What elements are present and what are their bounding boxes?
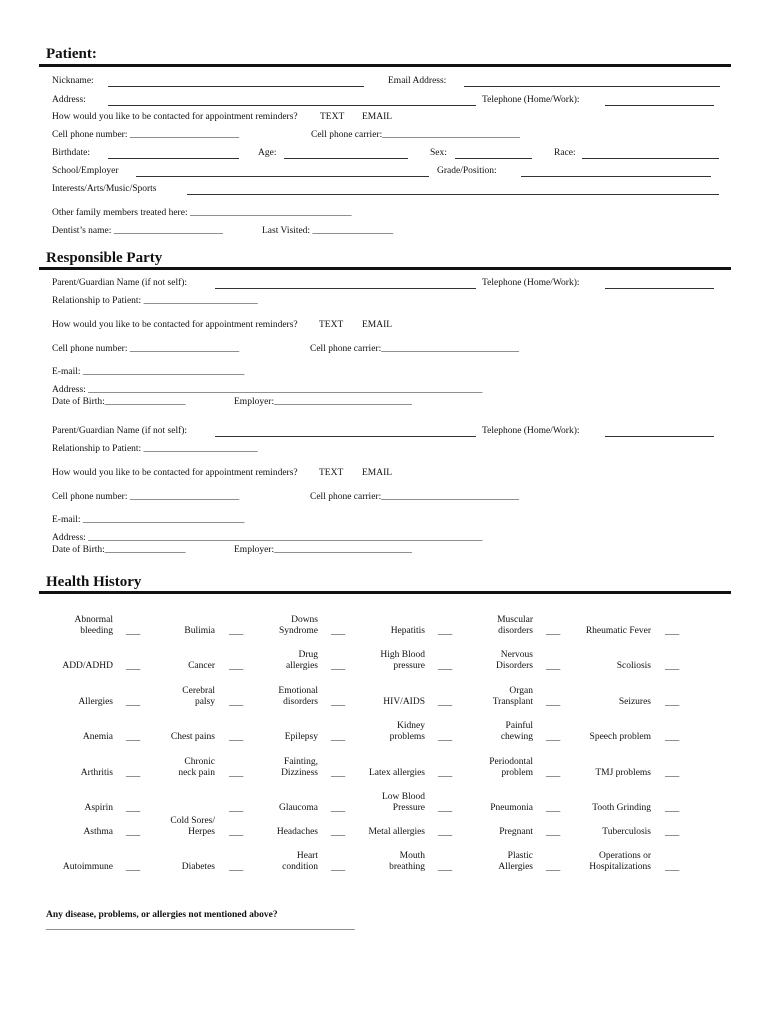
condition-checkbox-blank[interactable]: ___ — [229, 733, 244, 743]
condition-checkbox-blank[interactable]: ___ — [546, 662, 561, 672]
condition-checkbox-blank[interactable]: ___ — [665, 733, 680, 743]
condition-checkbox-blank[interactable]: ___ — [229, 627, 244, 637]
nickname-field[interactable] — [108, 86, 364, 87]
condition-label: TMJ problems — [595, 768, 651, 778]
condition-checkbox-blank[interactable]: ___ — [665, 804, 680, 814]
age-label: Age: — [258, 148, 277, 158]
guardian-2-cell-phone-field[interactable]: Cell phone number: _______________________ — [52, 492, 240, 502]
condition-label: Hepatitis — [390, 626, 425, 636]
email-address-label: Email Address: — [388, 76, 447, 86]
guardian-2-employer-field[interactable]: Employer:_____________________________ — [234, 545, 412, 555]
address-label: Address: — [52, 95, 86, 105]
condition-label: Low Blood Pressure — [381, 792, 425, 813]
condition-checkbox-blank[interactable]: ___ — [126, 863, 141, 873]
condition-label: Periodontal problem — [489, 757, 533, 778]
other-conditions-field[interactable]: _________________________________________________________________ — [46, 922, 355, 932]
condition-checkbox-blank[interactable]: ___ — [126, 698, 141, 708]
condition-checkbox-blank[interactable]: ___ — [546, 627, 561, 637]
condition-label: Chronic neck pain — [178, 757, 215, 778]
guardian-1-telephone-field[interactable] — [605, 288, 714, 289]
condition-checkbox-blank[interactable]: ___ — [331, 627, 346, 637]
school-field[interactable] — [136, 176, 429, 177]
condition-label: Aspirin — [84, 803, 113, 813]
condition-label: Pneumonia — [490, 803, 533, 813]
condition-label: Headaches — [276, 827, 318, 837]
sex-label: Sex: — [430, 148, 447, 158]
guardian-2-address-field[interactable]: Address: ___________________________________________________________________________________ — [52, 533, 483, 543]
condition-checkbox-blank[interactable]: ___ — [331, 769, 346, 779]
condition-label: Tuberculosis — [602, 827, 651, 837]
condition-checkbox-blank[interactable]: ___ — [546, 769, 561, 779]
patient-section-title: Patient: — [46, 46, 97, 62]
condition-checkbox-blank[interactable]: ___ — [665, 698, 680, 708]
condition-label: Heart condition — [282, 851, 318, 872]
condition-checkbox-blank[interactable]: ___ — [126, 733, 141, 743]
condition-checkbox-blank[interactable]: ___ — [438, 863, 453, 873]
condition-label: Diabetes — [181, 862, 215, 872]
condition-label: Seizures — [618, 697, 651, 707]
grade-label: Grade/Position: — [437, 166, 497, 176]
condition-label: Autoimmune — [62, 862, 113, 872]
contact-question: How would you like to be contacted for appointment reminders? — [52, 112, 298, 122]
condition-label: ADD/ADHD — [62, 661, 113, 671]
condition-checkbox-blank[interactable]: ___ — [438, 662, 453, 672]
guardian-1-dob-field[interactable]: Date of Birth:_________________ — [52, 397, 186, 407]
guardian-2-cell-carrier-field[interactable]: Cell phone carrier:_____________________________ — [310, 492, 519, 502]
guardian-2-contact-question: How would you like to be contacted for appointment reminders? — [52, 468, 298, 478]
guardian-2-dob-field[interactable]: Date of Birth:_________________ — [52, 545, 186, 555]
condition-checkbox-blank[interactable]: ___ — [126, 828, 141, 838]
guardian-1-name-field[interactable] — [215, 288, 476, 289]
race-label: Race: — [554, 148, 576, 158]
nickname-label: Nickname: — [52, 76, 94, 86]
condition-label: Fainting, Dizziness — [281, 757, 318, 778]
condition-label: HIV/AIDS — [383, 697, 425, 707]
guardian-2-telephone-label: Telephone (Home/Work): — [482, 426, 580, 436]
condition-label: Allergies — [78, 697, 113, 707]
condition-label: Cerebral palsy — [182, 686, 215, 707]
condition-checkbox-blank[interactable]: ___ — [438, 769, 453, 779]
condition-checkbox-blank[interactable]: ___ — [331, 733, 346, 743]
condition-label: Nervous Disorders — [496, 650, 533, 671]
cell-carrier-field[interactable]: Cell phone carrier:_____________________________ — [311, 130, 520, 140]
health-divider — [39, 591, 731, 594]
race-field[interactable] — [582, 158, 719, 159]
condition-label: Asthma — [83, 827, 113, 837]
guardian-2-relationship-field[interactable]: Relationship to Patient: ________________________ — [52, 444, 258, 454]
condition-label: Cancer — [188, 661, 215, 671]
condition-label: Organ Transplant — [492, 686, 533, 707]
condition-checkbox-blank[interactable]: ___ — [229, 863, 244, 873]
condition-label: Mouth breathing — [389, 851, 425, 872]
condition-label: Abnormal bleeding — [74, 615, 113, 636]
condition-label: Rheumatic Fever — [585, 626, 651, 636]
condition-checkbox-blank[interactable]: ___ — [331, 662, 346, 672]
age-field[interactable] — [284, 158, 408, 159]
condition-label: Muscular disorders — [497, 615, 533, 636]
condition-cell — [0, 814, 651, 838]
address-field[interactable] — [108, 105, 476, 106]
condition-checkbox-blank[interactable]: ___ — [438, 627, 453, 637]
condition-checkbox-blank[interactable]: ___ — [126, 804, 141, 814]
condition-label: Speech problem — [589, 732, 651, 742]
condition-label: High Blood pressure — [380, 650, 425, 671]
condition-label: Painful chewing — [500, 721, 533, 742]
condition-label: Plastic Allergies — [498, 851, 533, 872]
condition-label: Chest pains — [170, 732, 215, 742]
condition-cell — [0, 755, 651, 779]
condition-checkbox-blank[interactable]: ___ — [331, 698, 346, 708]
condition-checkbox-blank[interactable]: ___ — [229, 698, 244, 708]
last-visited-field[interactable]: Last Visited: _________________ — [262, 226, 394, 236]
condition-checkbox-blank[interactable]: ___ — [665, 863, 680, 873]
condition-label: Scoliosis — [616, 661, 651, 671]
guardian-1-telephone-label: Telephone (Home/Work): — [482, 278, 580, 288]
interests-field[interactable] — [187, 194, 719, 195]
sex-field[interactable] — [455, 158, 532, 159]
guardian-2-name-field[interactable] — [215, 436, 476, 437]
condition-checkbox-blank[interactable]: ___ — [546, 804, 561, 814]
condition-cell — [0, 613, 651, 637]
condition-checkbox-blank[interactable]: ___ — [229, 804, 244, 814]
guardian-1-contact-question: How would you like to be contacted for appointment reminders? — [52, 320, 298, 330]
condition-label: Drug allergies — [285, 650, 318, 671]
cell-phone-field[interactable]: Cell phone number: _______________________ — [52, 130, 240, 140]
guardian-1-email-field[interactable]: E-mail: __________________________________ — [52, 367, 245, 377]
condition-cell — [0, 719, 651, 743]
guardian-1-cell-carrier-field[interactable]: Cell phone carrier:_____________________________ — [310, 344, 519, 354]
condition-checkbox-blank[interactable]: ___ — [331, 828, 346, 838]
guardian-1-cell-phone-field[interactable]: Cell phone number: _______________________ — [52, 344, 240, 354]
condition-checkbox-blank[interactable]: ___ — [126, 769, 141, 779]
email-address-field[interactable] — [464, 86, 720, 87]
condition-label: Tooth Grinding — [592, 803, 651, 813]
guardian-1-contact-email[interactable]: EMAIL — [362, 320, 393, 330]
condition-cell — [0, 648, 651, 672]
telephone-label: Telephone (Home/Work): — [482, 95, 580, 105]
condition-checkbox-blank[interactable]: ___ — [546, 863, 561, 873]
condition-checkbox-blank[interactable]: ___ — [229, 769, 244, 779]
condition-checkbox-blank[interactable]: ___ — [331, 863, 346, 873]
condition-label: Emotional disorders — [278, 686, 318, 707]
condition-checkbox-blank[interactable]: ___ — [665, 828, 680, 838]
birthdate-field[interactable] — [108, 158, 239, 159]
condition-label: Arthritis — [80, 768, 113, 778]
guardian-2-contact-email[interactable]: EMAIL — [362, 468, 393, 478]
contact-option-email[interactable]: EMAIL — [362, 112, 393, 122]
condition-checkbox-blank[interactable]: ___ — [665, 662, 680, 672]
condition-cell — [0, 849, 651, 873]
condition-checkbox-blank[interactable]: ___ — [438, 698, 453, 708]
guardian-2-telephone-field[interactable] — [605, 436, 714, 437]
condition-checkbox-blank[interactable]: ___ — [126, 627, 141, 637]
guardian-2-name-label: Parent/Guardian Name (if not self): — [52, 426, 188, 436]
responsible-section-title: Responsible Party — [46, 250, 163, 266]
condition-checkbox-blank[interactable]: ___ — [546, 698, 561, 708]
condition-checkbox-blank[interactable]: ___ — [438, 828, 453, 838]
guardian-2-contact-text[interactable]: TEXT — [319, 468, 344, 478]
guardian-1-employer-field[interactable]: Employer:_____________________________ — [234, 397, 412, 407]
condition-checkbox-blank[interactable]: ___ — [126, 662, 141, 672]
condition-label: Bulimia — [184, 626, 215, 636]
birthdate-label: Birthdate: — [52, 148, 90, 158]
guardian-1-relationship-field[interactable]: Relationship to Patient: ________________________ — [52, 296, 258, 306]
condition-checkbox-blank[interactable]: ___ — [438, 804, 453, 814]
grade-field[interactable] — [521, 176, 711, 177]
dentist-name-field[interactable]: Dentist’s name: _______________________ — [52, 226, 223, 236]
condition-label: Kidney problems — [389, 721, 425, 742]
condition-label: Epilepsy — [284, 732, 318, 742]
condition-label: Pregnant — [499, 827, 533, 837]
guardian-2-email-field[interactable]: E-mail: __________________________________ — [52, 515, 245, 525]
telephone-field[interactable] — [605, 105, 714, 106]
condition-checkbox-blank[interactable]: ___ — [229, 828, 244, 838]
other-family-field[interactable]: Other family members treated here: __________________________________ — [52, 208, 352, 218]
condition-cell — [0, 684, 651, 708]
condition-label: Anemia — [82, 732, 113, 742]
condition-checkbox-blank[interactable]: ___ — [546, 828, 561, 838]
condition-label: Downs Syndrome — [278, 615, 318, 636]
patient-divider — [39, 64, 731, 67]
contact-option-text[interactable]: TEXT — [320, 112, 345, 122]
condition-label: Operations or Hospitalizations — [589, 851, 651, 872]
responsible-divider — [39, 267, 731, 270]
condition-label: Glaucoma — [278, 803, 318, 813]
interests-label: Interests/Arts/Music/Sports — [52, 184, 157, 194]
condition-checkbox-blank[interactable]: ___ — [665, 769, 680, 779]
guardian-1-name-label: Parent/Guardian Name (if not self): — [52, 278, 188, 288]
condition-checkbox-blank[interactable]: ___ — [665, 627, 680, 637]
condition-label: Cold Sores/ Herpes — [170, 816, 215, 837]
health-section-title: Health History — [46, 574, 142, 590]
condition-checkbox-blank[interactable]: ___ — [331, 804, 346, 814]
condition-label: Metal allergies — [368, 827, 425, 837]
condition-checkbox-blank[interactable]: ___ — [546, 733, 561, 743]
guardian-1-contact-text[interactable]: TEXT — [319, 320, 344, 330]
guardian-1-address-field[interactable]: Address: ___________________________________________________________________________________ — [52, 385, 483, 395]
condition-cell — [0, 790, 651, 814]
condition-checkbox-blank[interactable]: ___ — [438, 733, 453, 743]
condition-label: Latex allergies — [368, 768, 425, 778]
other-conditions-question: Any disease, problems, or allergies not mentioned above? — [46, 910, 278, 920]
school-label: School/Employer — [52, 166, 119, 176]
condition-checkbox-blank[interactable]: ___ — [229, 662, 244, 672]
